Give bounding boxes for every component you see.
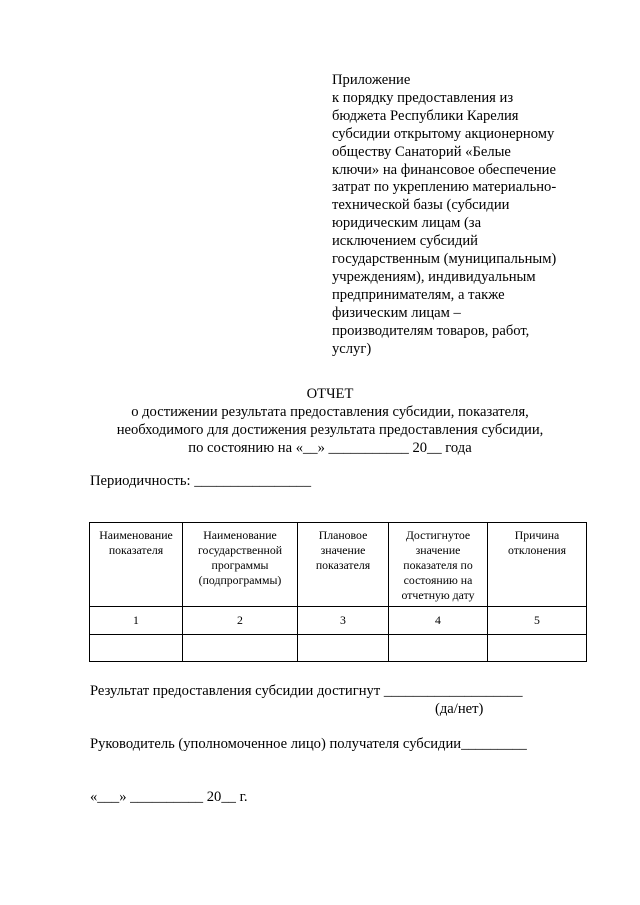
appendix-line: технической базы (субсидии	[332, 197, 510, 214]
appendix-line: к порядку предоставления из	[332, 89, 514, 106]
result-achieved-field: Результат предоставления субсидии достигнут ___________________	[90, 683, 523, 699]
header-indicator-name: Наименование показателя	[90, 523, 183, 607]
appendix-line: ключи» на финансовое обеспечение	[332, 161, 556, 178]
table-cell[interactable]	[183, 635, 298, 662]
table-row	[90, 635, 587, 662]
appendix-line: субсидии открытому акционерному	[332, 125, 555, 142]
column-number: 3	[298, 607, 389, 635]
column-number: 1	[90, 607, 183, 635]
appendix-note	[332, 72, 582, 359]
header-program-name: Наименование государственной программы (подпрограммы)	[183, 523, 298, 607]
result-achieved-hint: (да/нет)	[435, 701, 484, 717]
report-subtitle-line: о достижении результата предоставления субсидии, показателя,	[131, 403, 529, 420]
column-number: 2	[183, 607, 298, 635]
appendix-line: Приложение	[332, 72, 411, 88]
report-subtitle-line: по состоянию на «__» ___________ 20__ года	[188, 439, 472, 456]
table-cell[interactable]	[488, 635, 587, 662]
appendix-line: обществу Санаторий «Белые	[332, 143, 511, 160]
report-subtitle-line: необходимого для достижения результата предоставления субсидии,	[116, 421, 544, 438]
report-title-block	[40, 386, 620, 458]
report-title: ОТЧЕТ	[306, 386, 354, 402]
table-cell[interactable]	[389, 635, 488, 662]
periodicity-field: Периодичность: ________________	[90, 473, 312, 489]
header-planned-value: Плановое значение показателя	[298, 523, 389, 607]
table-header-row	[90, 523, 587, 607]
appendix-line: услуг)	[332, 340, 372, 357]
date-field: «___» __________ 20__ г.	[90, 789, 248, 805]
appendix-line: предпринимателям, а также	[332, 286, 505, 303]
appendix-line: производителям товаров, работ,	[332, 322, 530, 339]
table-numbering-row	[90, 607, 587, 635]
appendix-line: юридическим лицам (за	[332, 215, 482, 232]
appendix-line: бюджета Республики Карелия	[332, 107, 519, 124]
appendix-line: исключением субсидий	[332, 233, 478, 250]
appendix-line: учреждениям), индивидуальным	[332, 268, 536, 285]
appendix-line: физическим лицам –	[332, 304, 461, 321]
header-achieved-value: Достигнутое значение показателя по состоянию на отчетную дату	[389, 523, 488, 607]
head-signature-field: Руководитель (уполномоченное лицо) получателя субсидии_________	[90, 736, 527, 752]
appendix-line: затрат по укреплению материально-	[332, 179, 557, 196]
column-number: 4	[389, 607, 488, 635]
report-table	[89, 522, 587, 662]
column-number: 5	[488, 607, 587, 635]
appendix-line: государственным (муниципальным)	[332, 251, 557, 268]
table-cell[interactable]	[298, 635, 389, 662]
table-cell[interactable]	[90, 635, 183, 662]
header-deviation-reason: Причина отклонения	[488, 523, 587, 607]
